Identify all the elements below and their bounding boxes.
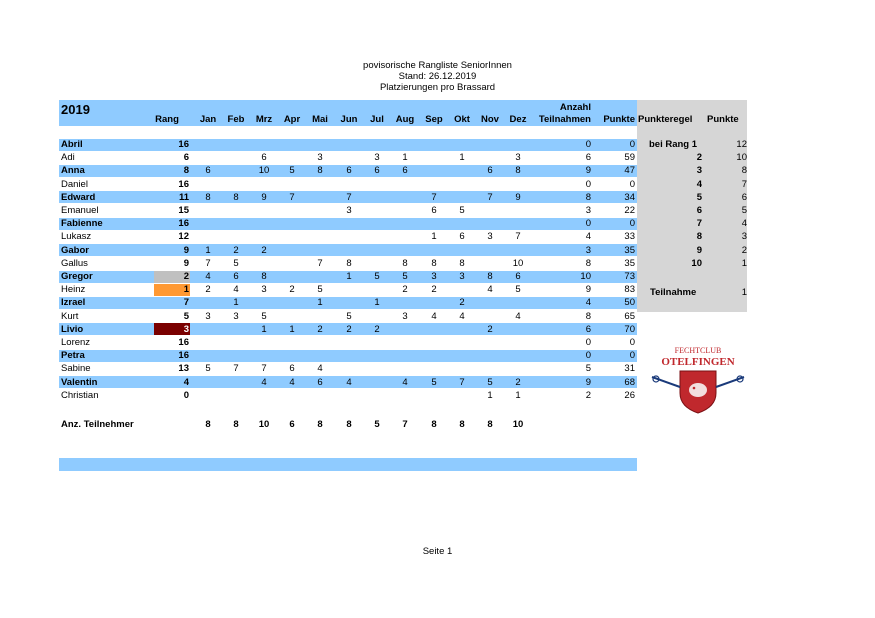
- ranking-table: [59, 100, 637, 460]
- row-month-value: 4: [402, 376, 408, 388]
- row-month-value: 6: [205, 165, 211, 177]
- regel-punkte: 10: [736, 152, 747, 164]
- row-rang: 16: [178, 178, 189, 190]
- row-month-value: 2: [205, 284, 211, 296]
- row-anzahl: 8: [585, 257, 591, 269]
- row-month-value: 2: [289, 284, 295, 296]
- totals-value: 5: [374, 419, 380, 430]
- row-month-value: 3: [346, 205, 352, 216]
- row-month-value: 4: [205, 271, 211, 282]
- row-anzahl: 9: [585, 284, 591, 296]
- row-month-value: 4: [431, 310, 437, 322]
- title-line-3: Platzierungen pro Brassard: [379, 82, 496, 93]
- row-month-value: 1: [233, 297, 239, 309]
- row-month-value: 8: [431, 257, 437, 269]
- row-month-value: 2: [317, 323, 323, 335]
- teilnahme-punkte: 1: [741, 287, 747, 299]
- row-rang: 11: [178, 191, 189, 203]
- row-month-value: 4: [487, 284, 493, 296]
- row-month-value: 3: [431, 271, 437, 282]
- row-month-value: 2: [459, 297, 465, 309]
- row-month-value: 7: [515, 231, 521, 243]
- row-month-value: 7: [289, 191, 295, 203]
- row-rang: 16: [178, 218, 189, 230]
- row-anzahl: 6: [585, 152, 591, 164]
- row-month-value: 2: [261, 244, 267, 256]
- row-rang: 5: [183, 310, 189, 322]
- col-header-month: Aug: [395, 114, 415, 125]
- row-anzahl: 8: [585, 310, 591, 322]
- row-band: [59, 244, 637, 256]
- row-month-value: 7: [431, 191, 437, 203]
- col-header-month: Jun: [340, 114, 358, 125]
- row-month-value: 6: [261, 152, 267, 164]
- regel-punkte: 8: [741, 165, 747, 177]
- row-month-value: 7: [487, 191, 493, 203]
- row-rang: 8: [183, 165, 189, 177]
- col-header-month: Jan: [199, 114, 217, 125]
- row-rang: 3: [183, 323, 189, 335]
- svg-text:FECHTCLUB: FECHTCLUB: [674, 346, 722, 355]
- row-punkte: 73: [624, 271, 635, 282]
- row-month-value: 4: [515, 310, 521, 322]
- row-name: Lukasz: [61, 231, 92, 243]
- footer-band: [59, 458, 637, 471]
- col-header-month: Dez: [509, 114, 527, 125]
- row-month-value: 1: [515, 389, 521, 401]
- regel-punkte: 7: [741, 178, 747, 190]
- club-logo: [650, 343, 746, 415]
- row-month-value: 6: [402, 165, 408, 177]
- row-name: Valentin: [61, 376, 98, 388]
- row-month-value: 8: [487, 271, 493, 282]
- row-anzahl: 2: [585, 389, 591, 401]
- svg-text:OTELFINGEN: OTELFINGEN: [661, 356, 735, 368]
- regel-rang: 10: [691, 257, 702, 269]
- row-rang: 16: [178, 139, 189, 150]
- regel-punkte: 2: [741, 244, 747, 256]
- col-header-month: Mrz: [255, 114, 273, 125]
- regel-rang: bei Rang 1: [649, 139, 698, 150]
- row-month-value: 8: [261, 271, 267, 282]
- row-punkte: 0: [629, 218, 635, 230]
- row-rang: 4: [183, 376, 189, 388]
- row-month-value: 8: [459, 257, 465, 269]
- totals-value: 10: [512, 419, 524, 430]
- row-month-value: 5: [205, 363, 211, 375]
- row-punkte: 70: [624, 323, 635, 335]
- row-rang: 13: [178, 363, 189, 375]
- totals-value: 8: [233, 419, 239, 430]
- row-month-value: 8: [346, 257, 352, 269]
- row-punkte: 47: [624, 165, 635, 177]
- row-name: Lorenz: [61, 337, 91, 348]
- teilnahme-label: Teilnahme: [650, 287, 697, 299]
- row-rang: 9: [183, 244, 189, 256]
- row-month-value: 8: [205, 191, 211, 203]
- row-punkte: 68: [624, 376, 635, 388]
- row-month-value: 6: [459, 231, 465, 243]
- row-month-value: 7: [317, 257, 323, 269]
- row-month-value: 1: [289, 323, 295, 335]
- row-month-value: 3: [317, 152, 323, 164]
- row-month-value: 8: [515, 165, 521, 177]
- row-month-value: 1: [402, 152, 408, 164]
- col-header-month: Feb: [227, 114, 245, 125]
- row-month-value: 2: [402, 284, 408, 296]
- row-month-value: 5: [233, 257, 239, 269]
- col-header-rang: Rang: [155, 114, 179, 125]
- row-punkte: 0: [629, 178, 635, 190]
- col-header-anzahl: Anzahl: [559, 102, 591, 113]
- row-month-value: 1: [317, 297, 323, 309]
- year-label: 2019: [61, 102, 90, 117]
- row-anzahl: 9: [585, 165, 591, 177]
- row-punkte: 83: [624, 284, 635, 296]
- row-anzahl: 5: [585, 363, 591, 375]
- row-anzahl: 0: [585, 337, 591, 348]
- regel-rang: 6: [696, 205, 702, 216]
- row-punkte: 59: [624, 152, 635, 164]
- row-anzahl: 4: [585, 297, 591, 309]
- totals-value: 7: [402, 419, 408, 430]
- row-month-value: 9: [261, 191, 267, 203]
- row-name: Abril: [61, 139, 83, 150]
- row-month-value: 2: [431, 284, 437, 296]
- row-name: Livio: [61, 323, 84, 335]
- regel-rang: 4: [696, 178, 702, 190]
- row-rang: 15: [178, 205, 189, 216]
- row-rang: 12: [178, 231, 189, 243]
- row-punkte: 65: [624, 310, 635, 322]
- row-month-value: 5: [261, 310, 267, 322]
- row-month-value: 4: [289, 376, 295, 388]
- row-month-value: 7: [205, 257, 211, 269]
- row-rang: 16: [178, 350, 189, 362]
- row-month-value: 2: [515, 376, 521, 388]
- row-name: Daniel: [61, 178, 88, 190]
- row-month-value: 9: [515, 191, 521, 203]
- row-anzahl: 0: [585, 218, 591, 230]
- page-footer: Seite 1: [422, 546, 453, 557]
- row-anzahl: 8: [585, 191, 591, 203]
- row-band: [59, 218, 637, 230]
- row-band: [59, 350, 637, 362]
- totals-label: Anz. Teilnehmer: [61, 419, 134, 430]
- totals-value: 8: [205, 419, 211, 430]
- regel-punkte: 4: [741, 218, 747, 230]
- row-anzahl: 0: [585, 178, 591, 190]
- row-month-value: 1: [459, 152, 465, 164]
- row-month-value: 5: [487, 376, 493, 388]
- regel-rang: 8: [696, 231, 702, 243]
- row-punkte: 0: [629, 350, 635, 362]
- row-band: [59, 139, 637, 151]
- row-rang: 0: [183, 389, 189, 401]
- row-rang: 7: [183, 297, 189, 309]
- row-name: Izrael: [61, 297, 86, 309]
- row-anzahl: 9: [585, 376, 591, 388]
- row-month-value: 2: [346, 323, 352, 335]
- row-month-value: 2: [233, 244, 239, 256]
- col-header-teilnahmen: Teilnahmen: [538, 114, 591, 125]
- row-name: Gregor: [61, 271, 93, 282]
- row-month-value: 2: [374, 323, 380, 335]
- row-month-value: 4: [261, 376, 267, 388]
- row-month-value: 6: [487, 165, 493, 177]
- row-name: Edward: [61, 191, 96, 203]
- col-header-month: Jul: [370, 114, 384, 125]
- row-month-value: 2: [487, 323, 493, 335]
- regel-rang: 7: [696, 218, 702, 230]
- row-month-value: 3: [487, 231, 493, 243]
- row-month-value: 5: [402, 271, 408, 282]
- row-month-value: 3: [515, 152, 521, 164]
- row-anzahl: 3: [585, 205, 591, 216]
- regel-punkte: 3: [741, 231, 747, 243]
- row-rang: 9: [183, 257, 189, 269]
- row-month-value: 7: [459, 376, 465, 388]
- punkteregel-panel: [637, 100, 747, 312]
- row-name: Emanuel: [61, 205, 99, 216]
- totals-value: 6: [289, 419, 295, 430]
- regel-punkte: 5: [741, 205, 747, 216]
- row-punkte: 31: [624, 363, 635, 375]
- row-name: Anna: [61, 165, 85, 177]
- row-punkte: 34: [624, 191, 635, 203]
- regel-rang: 5: [696, 191, 702, 203]
- title-line-2: Stand: 26.12.2019: [398, 71, 477, 82]
- row-name: Sabine: [61, 363, 91, 375]
- row-punkte: 35: [624, 244, 635, 256]
- row-month-value: 3: [459, 271, 465, 282]
- totals-value: 8: [431, 419, 437, 430]
- regel-rang: 3: [696, 165, 702, 177]
- col-header-punkte: Punkte: [603, 114, 635, 125]
- row-month-value: 6: [289, 363, 295, 375]
- row-name: Kurt: [61, 310, 79, 322]
- row-punkte: 35: [624, 257, 635, 269]
- row-month-value: 1: [205, 244, 211, 256]
- row-name: Christian: [61, 389, 99, 401]
- row-anzahl: 10: [580, 271, 591, 282]
- row-anzahl: 6: [585, 323, 591, 335]
- regel-punkte: 6: [741, 191, 747, 203]
- row-month-value: 5: [515, 284, 521, 296]
- row-name: Petra: [61, 350, 85, 362]
- regel-rang: 9: [696, 244, 702, 256]
- row-name: Gabor: [61, 244, 89, 256]
- row-punkte: 33: [624, 231, 635, 243]
- regel-punkte: 1: [741, 257, 747, 269]
- punkteregel-header: Punkteregel: [638, 114, 693, 125]
- row-punkte: 26: [624, 389, 635, 401]
- col-header-month: Okt: [454, 114, 470, 125]
- row-month-value: 3: [402, 310, 408, 322]
- col-header-month: Nov: [481, 114, 499, 125]
- row-band: [59, 297, 637, 309]
- row-month-value: 8: [402, 257, 408, 269]
- row-month-value: 10: [258, 165, 270, 177]
- row-punkte: 22: [624, 205, 635, 216]
- row-month-value: 5: [374, 271, 380, 282]
- row-month-value: 6: [346, 165, 352, 177]
- row-month-value: 6: [431, 205, 437, 216]
- row-month-value: 3: [205, 310, 211, 322]
- row-month-value: 4: [459, 310, 465, 322]
- row-month-value: 4: [233, 284, 239, 296]
- totals-value: 8: [317, 419, 323, 430]
- row-month-value: 4: [317, 363, 323, 375]
- row-month-value: 10: [512, 257, 524, 269]
- row-rang: 1: [183, 284, 189, 296]
- totals-value: 8: [346, 419, 352, 430]
- row-month-value: 7: [346, 191, 352, 203]
- row-month-value: 5: [289, 165, 295, 177]
- row-month-value: 8: [317, 165, 323, 177]
- title-line-1: povisorische Rangliste SeniorInnen: [363, 60, 512, 71]
- row-month-value: 1: [346, 271, 352, 282]
- row-month-value: 5: [317, 284, 323, 296]
- row-month-value: 1: [487, 389, 493, 401]
- row-rang: 16: [178, 337, 189, 348]
- regel-punkte: 12: [736, 139, 747, 150]
- row-name: Fabienne: [61, 218, 103, 230]
- row-month-value: 5: [459, 205, 465, 216]
- row-month-value: 6: [515, 271, 521, 282]
- row-month-value: 5: [431, 376, 437, 388]
- regel-rang: 2: [696, 152, 702, 164]
- totals-value: 8: [459, 419, 465, 430]
- row-anzahl: 3: [585, 244, 591, 256]
- row-month-value: 8: [233, 191, 239, 203]
- row-rang: 2: [183, 271, 189, 282]
- row-month-value: 6: [317, 376, 323, 388]
- row-month-value: 6: [233, 271, 239, 282]
- row-month-value: 3: [261, 284, 267, 296]
- row-month-value: 6: [374, 165, 380, 177]
- row-rang: 6: [183, 152, 189, 164]
- row-month-value: 7: [261, 363, 267, 375]
- row-punkte: 50: [624, 297, 635, 309]
- row-punkte: 0: [629, 337, 635, 348]
- totals-value: 8: [487, 419, 493, 430]
- totals-value: 10: [258, 419, 270, 430]
- col-header-month: Sep: [425, 114, 443, 125]
- row-month-value: 1: [261, 323, 267, 335]
- row-name: Adi: [61, 152, 75, 164]
- row-month-value: 3: [374, 152, 380, 164]
- row-anzahl: 0: [585, 350, 591, 362]
- row-month-value: 1: [431, 231, 437, 243]
- row-month-value: 5: [346, 310, 352, 322]
- row-name: Heinz: [61, 284, 86, 296]
- row-month-value: 3: [233, 310, 239, 322]
- row-punkte: 0: [629, 139, 635, 150]
- col-header-month: Apr: [283, 114, 301, 125]
- row-month-value: 1: [374, 297, 380, 309]
- row-month-value: 4: [346, 376, 352, 388]
- row-anzahl: 0: [585, 139, 591, 150]
- row-name: Gallus: [61, 257, 88, 269]
- row-month-value: 7: [233, 363, 239, 375]
- row-anzahl: 4: [585, 231, 591, 243]
- col-header-month: Mai: [312, 114, 328, 125]
- punkte-header: Punkte: [707, 114, 739, 125]
